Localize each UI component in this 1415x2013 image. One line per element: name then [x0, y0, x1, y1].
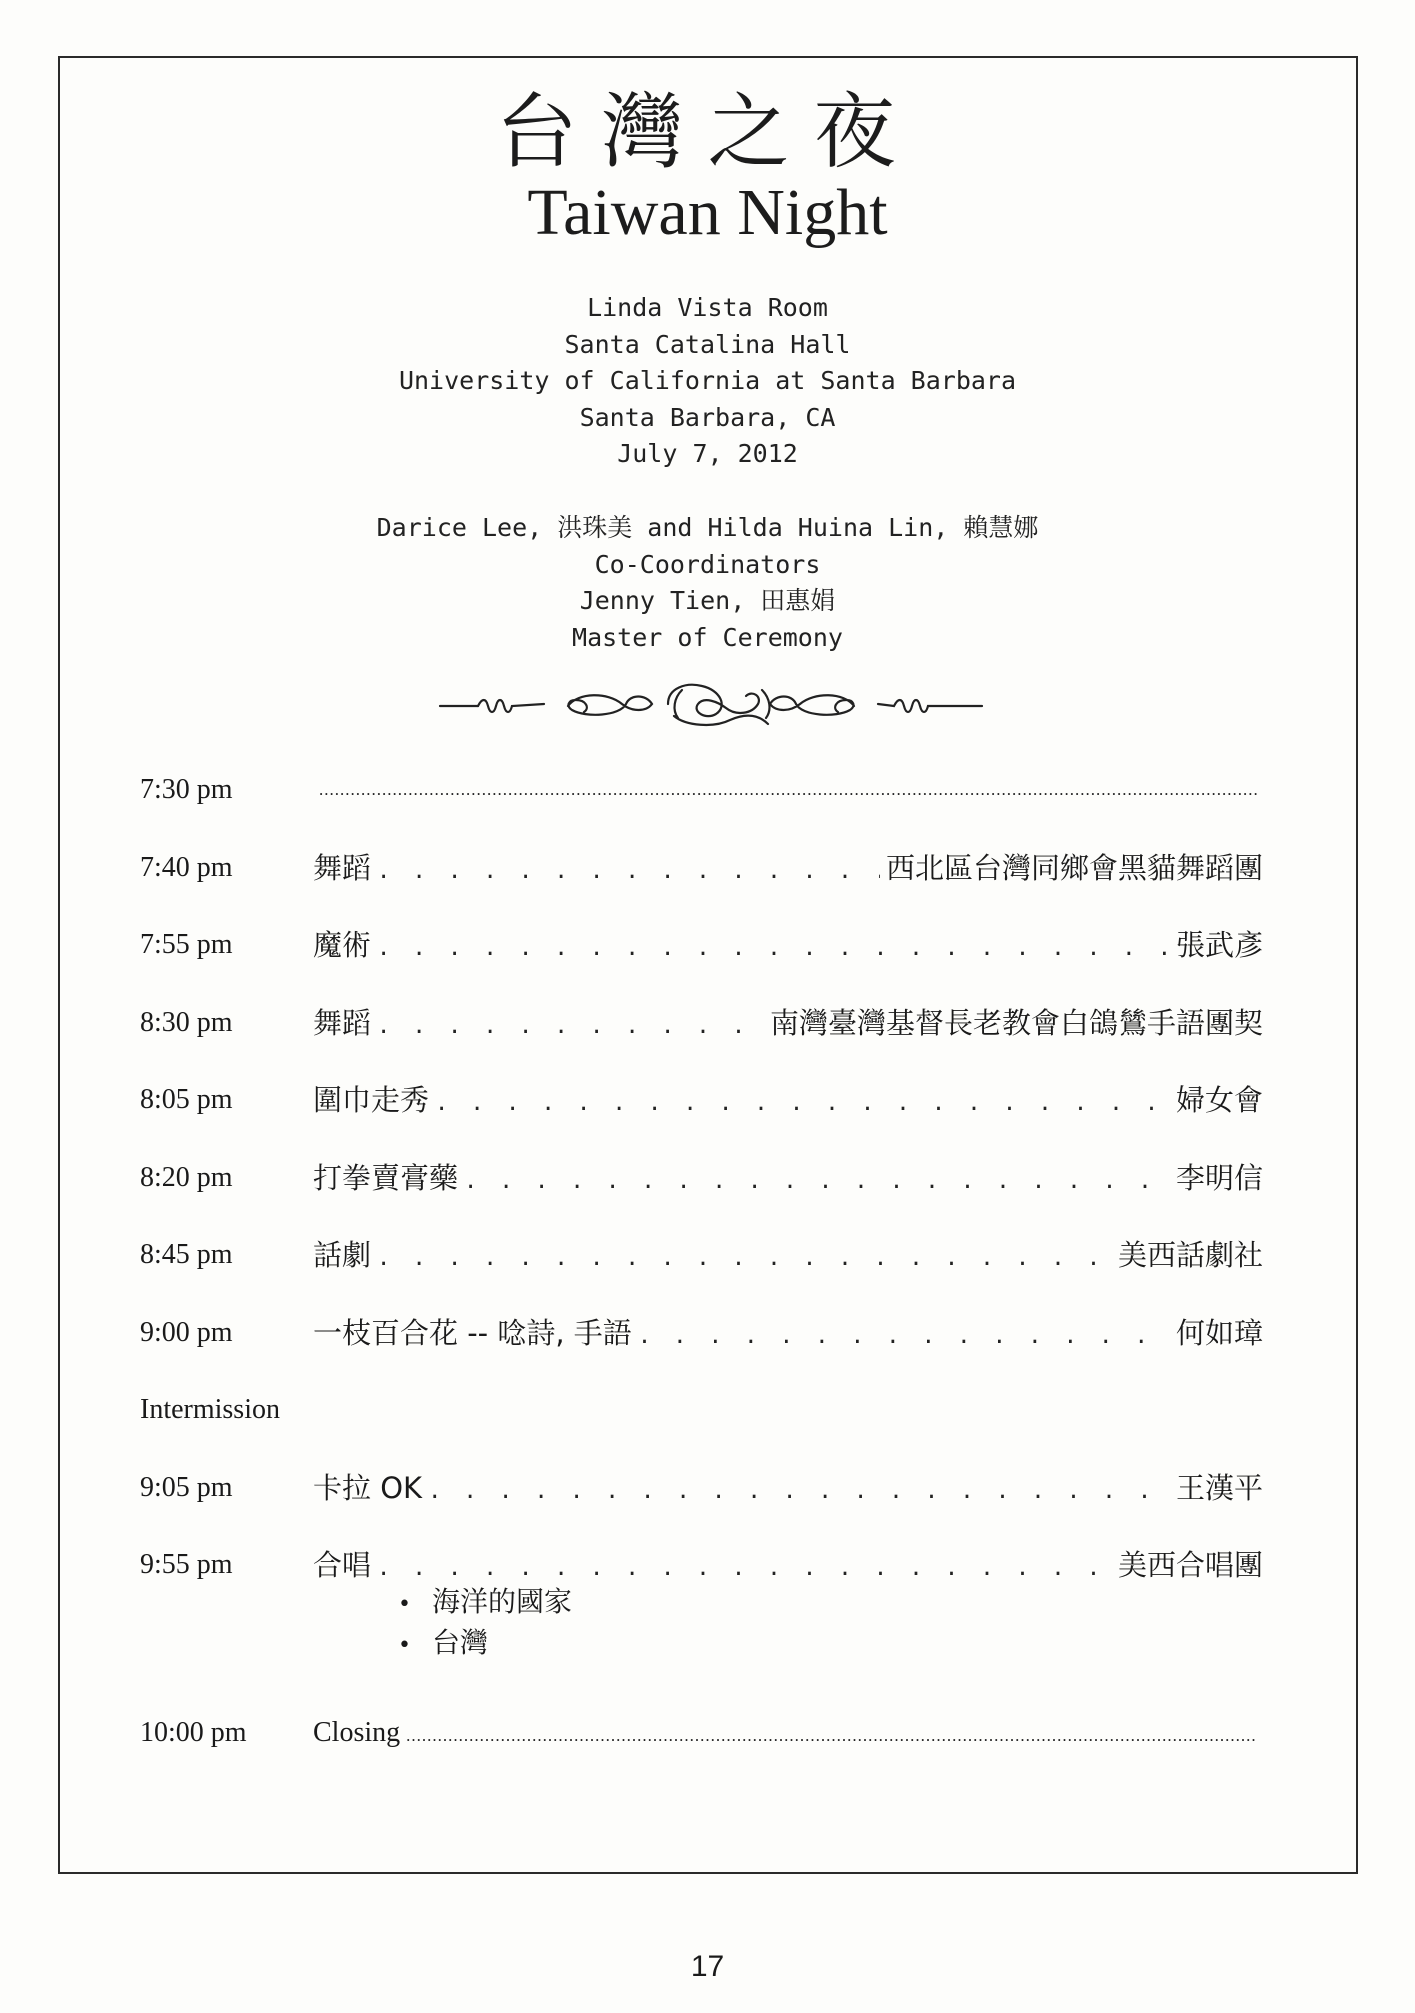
dot-leader	[319, 770, 1257, 810]
dot-leader	[377, 1239, 1112, 1279]
program-performer: 西北區台灣同鄉會黑貓舞蹈團	[885, 850, 1263, 885]
event-date: July 7, 2012	[617, 439, 798, 468]
program-entry	[313, 848, 1263, 888]
program-act: Closing	[313, 1717, 401, 1748]
program-time: 9:00 pm	[140, 1316, 233, 1348]
venue-university: University of California at Santa Barbara	[398, 366, 1017, 395]
page-number: 17	[690, 1950, 725, 1983]
coordinators: Darice Lee, 洪珠美 and Hilda Huina Lin, 賴慧娜	[376, 513, 1039, 542]
program-row	[0, 1158, 1415, 1198]
venue-city: Santa Barbara, CA	[579, 402, 836, 432]
program-row	[0, 848, 1415, 888]
program-time: 7:30 pm	[140, 774, 233, 805]
dot-leader	[435, 1084, 1170, 1124]
program-row	[0, 770, 1415, 810]
program-act: 卡拉 OK	[313, 1470, 423, 1505]
program-time: 8:20 pm	[140, 1161, 233, 1193]
program-entry	[313, 1235, 1263, 1275]
program-performer: 美西合唱團	[1117, 1548, 1263, 1582]
dot-leader	[377, 852, 880, 892]
program-entry	[313, 1003, 1263, 1043]
coordinators-role: Co-Coordinators	[594, 549, 821, 579]
song-list	[398, 1583, 572, 1665]
dot-leader	[377, 929, 1170, 969]
program-entry	[313, 1545, 1263, 1585]
program-entry	[313, 1468, 1263, 1508]
program-entry	[313, 770, 1263, 810]
intermission-label: Intermission	[140, 1394, 280, 1425]
dot-leader	[638, 1317, 1170, 1357]
organizers-block	[0, 510, 1415, 656]
program-act: 魔術	[313, 928, 372, 962]
program-entry	[313, 1080, 1263, 1120]
dot-leader	[428, 1472, 1170, 1512]
master-of-ceremony-role: Master of Ceremony	[572, 622, 843, 652]
song-item	[398, 1583, 572, 1624]
song-title: 台灣	[432, 1626, 489, 1659]
program-performer: 南灣臺灣基督長老教會白鴿鷥手語團契	[769, 1005, 1263, 1040]
program-performer: 張武彥	[1175, 928, 1263, 962]
program-row	[0, 1545, 1415, 1585]
program-entry	[313, 1313, 1263, 1353]
program-row-closing	[0, 1713, 1415, 1753]
dot-leader	[464, 1162, 1170, 1202]
program-time: 9:55 pm	[140, 1549, 233, 1580]
program-row	[0, 1313, 1415, 1353]
title-chinese: 台灣之夜	[495, 85, 920, 180]
song-item	[398, 1624, 572, 1665]
program-row	[0, 1468, 1415, 1508]
program-row	[0, 925, 1415, 965]
program-act: 舞蹈	[313, 1005, 372, 1040]
venue-room: Linda Vista Room	[587, 293, 828, 322]
program-act: 話劇	[313, 1238, 372, 1272]
bullet-icon: •	[398, 1592, 411, 1617]
program-entry	[313, 1158, 1263, 1198]
program-performer: 王漢平	[1175, 1470, 1263, 1505]
title-english: Taiwan Night	[527, 176, 888, 249]
program-act: 一枝百合花 -- 唸詩, 手語	[313, 1315, 632, 1350]
song-title: 海洋的國家	[432, 1585, 573, 1618]
program-performer: 李明信	[1175, 1160, 1263, 1195]
program-row	[0, 1235, 1415, 1275]
program-time: 7:40 pm	[140, 851, 233, 883]
program-row	[0, 1003, 1415, 1043]
program-act: 圍巾走秀	[313, 1083, 430, 1117]
venue-block	[0, 290, 1415, 473]
bullet-icon: •	[398, 1633, 411, 1658]
program-time: 8:05 pm	[140, 1084, 233, 1115]
program-performer: 婦女會	[1175, 1083, 1263, 1117]
program-time: 9:05 pm	[140, 1471, 233, 1503]
program-performer: 美西話劇社	[1117, 1238, 1263, 1272]
program-time: 10:00 pm	[140, 1717, 247, 1748]
program-performer: 何如璋	[1175, 1315, 1263, 1350]
dot-leader	[406, 1716, 1257, 1756]
program-act: 合唱	[313, 1548, 372, 1582]
master-of-ceremony: Jenny Tien, 田惠娟	[579, 586, 836, 615]
program-time: 8:45 pm	[140, 1239, 233, 1270]
program-entry	[313, 925, 1263, 965]
flourish-ornament	[436, 676, 986, 732]
program-row	[0, 1080, 1415, 1120]
program-time: 8:30 pm	[140, 1006, 233, 1038]
program-act: 打拳賣膏藥	[313, 1160, 459, 1195]
program-entry	[313, 1713, 1263, 1753]
dot-leader	[377, 1007, 764, 1047]
program-time: 7:55 pm	[140, 929, 233, 960]
venue-hall: Santa Catalina Hall	[564, 329, 851, 359]
program-act: 舞蹈	[313, 850, 372, 885]
